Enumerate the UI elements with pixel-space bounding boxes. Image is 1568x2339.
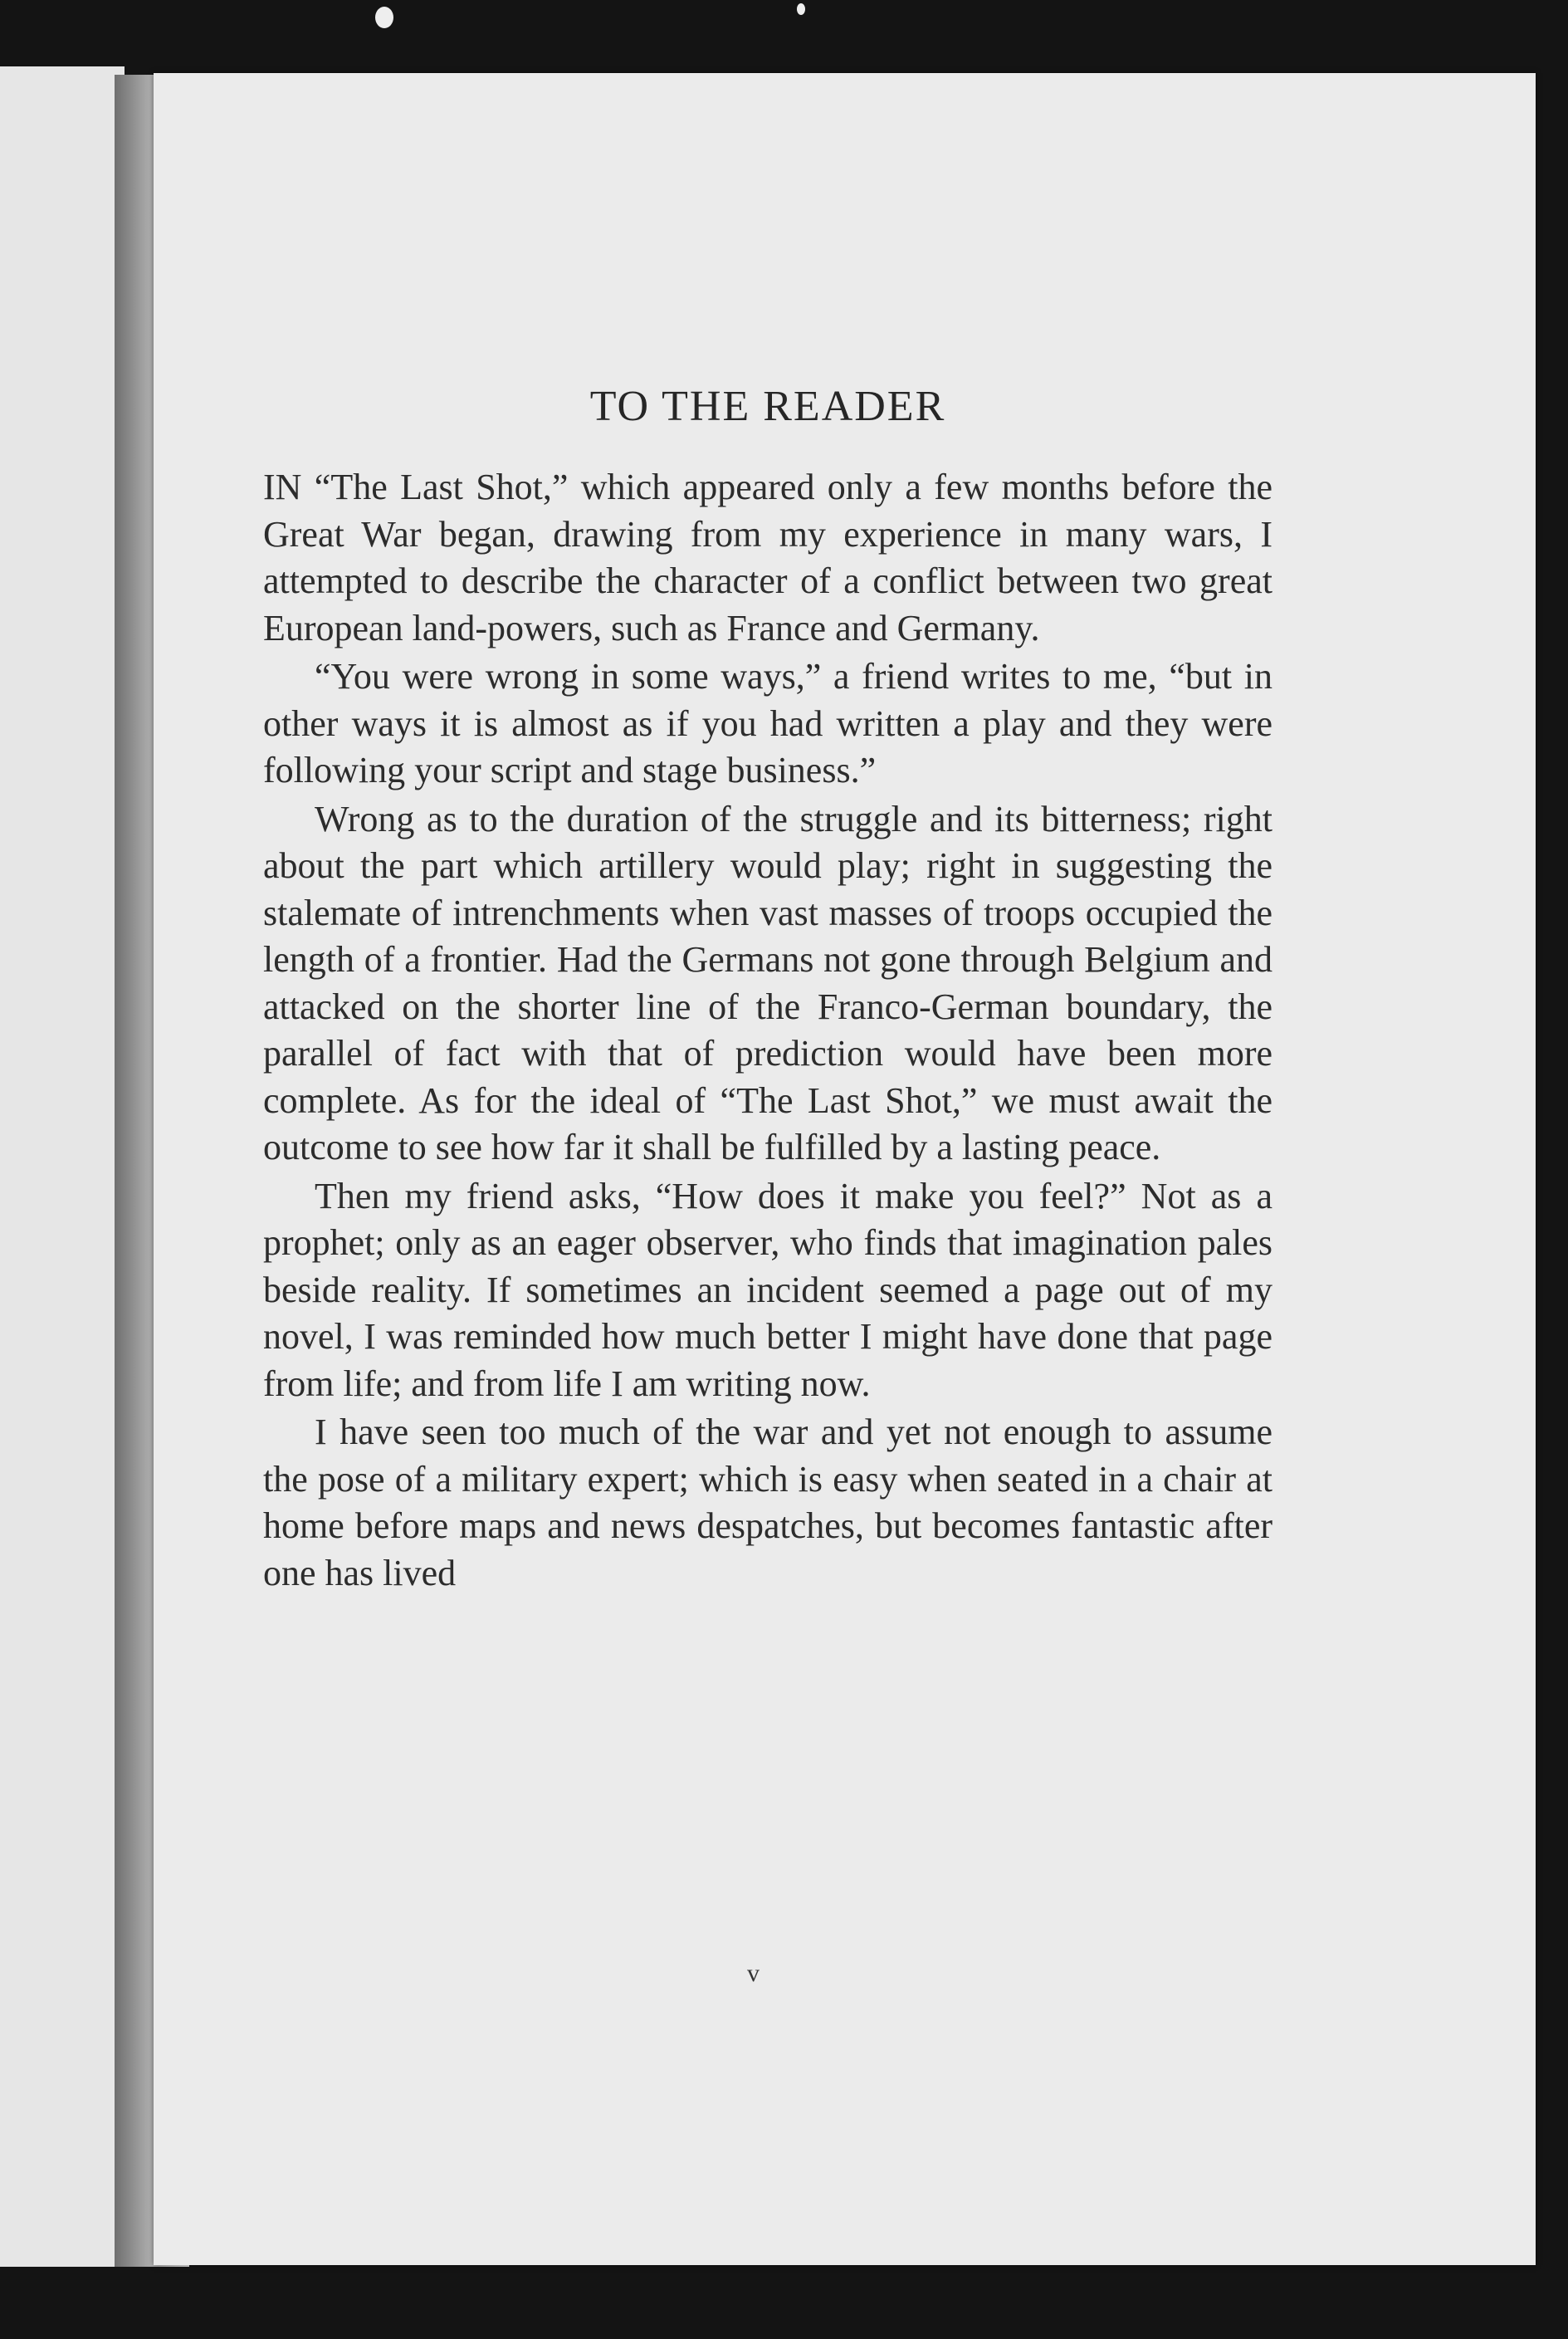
paragraph: Then my friend asks, “How does it make you feel?” Not as a prophet; only as an eager observer, who finds that imagination pales beside reality. If sometimes an incident seemed a page out of my novel, I was reminded how much better I might have done that page from life; and from life I am writing now. — [263, 1175, 1272, 1404]
dust-speck — [375, 7, 393, 28]
page-number: v — [747, 1960, 760, 1987]
page-text-block — [263, 382, 1272, 1597]
dust-speck — [797, 3, 805, 15]
page-title: TO THE READER — [589, 383, 946, 430]
paragraph: “You were wrong in some ways,” a friend writes to me, “but in other ways it is almost as if you had written a play and they were following your script and stage business.” — [263, 656, 1272, 790]
paragraph: IN “The Last Shot,” which appeared only a few months before the Great War began, drawing from my experience in many wars, I attempted to describe the character of a conflict between two great European land-powers, such as France and Germany. — [263, 467, 1272, 648]
facing-page-edge — [0, 66, 125, 2267]
paragraph: Wrong as to the duration of the struggle and its bitterness; right about the part which artillery would play; right in suggesting the stalemate of intrenchments when vast masses of troops occupied the length of a frontier. Had the Germans not gone through Belgium and attacked on the shorter line of the Franco-German boundary, the parallel of fact with that of prediction would have been more complete. As for the ideal of “The Last Shot,” we must await the outcome to see how far it shall be fulfilled by a lasting peace. — [263, 798, 1272, 1167]
paragraph: I have seen too much of the war and yet not enough to assume the pose of a military expert; which is easy when seated in a chair at home before maps and news despatches, but becomes fantastic after one has lived — [263, 1412, 1272, 1593]
